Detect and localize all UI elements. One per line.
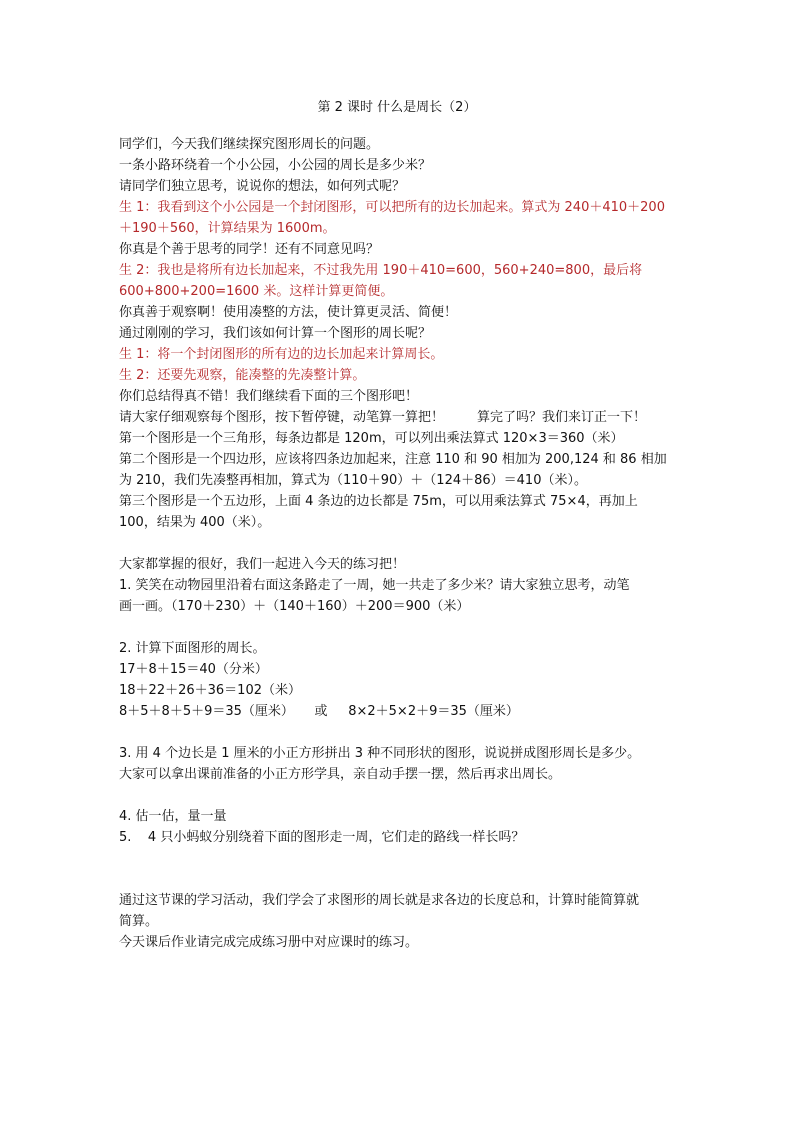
practice-question-1: 画一画。（170＋230）＋（140＋160）＋200＝900（米） — [119, 599, 470, 614]
summary-line: 第二个图形是一个四边形，应该将四条边加起来，注意 110 和 90 相加为 200,124 和 86 相加 — [119, 452, 667, 467]
student-1-response: ＋190＋560，计算结果为 1600m。 — [119, 221, 336, 236]
spacer — [119, 722, 681, 743]
intro-line: 同学们，今天我们继续探究图形周长的问题。 — [119, 137, 380, 152]
student-2-response: 生 2：我也是将所有边长加起来，不过我先用 190＋410=600，560+240=800，最后将 — [119, 263, 643, 278]
spacer — [119, 848, 681, 869]
teacher-comment: 你真善于观察啊！使用凑整的方法，使计算更灵活、简便！ — [119, 305, 458, 320]
practice-answer: 8＋5＋8＋5＋9＝35（厘米） 或 8×2＋5×2＋9＝35（厘米） — [119, 704, 519, 719]
student-1-response: 生 1：我看到这个小公园是一个封闭图形，可以把所有的边长加起来。算式为 240＋410＋200 — [119, 200, 665, 215]
summary-line: 100，结果为 400（米）。 — [119, 515, 271, 530]
lesson-body — [119, 134, 681, 953]
summary-line: 你们总结得真不错！我们继续看下面的三个图形吧！ — [119, 389, 419, 404]
practice-question-4: 4. 估一估，量一量 — [119, 809, 227, 824]
spacer — [119, 533, 681, 554]
summary-line: 第一个图形是一个三角形，每条边都是 120m，可以列出乘法算式 120×3＝360（米） — [119, 431, 624, 446]
intro-line: 一条小路环绕着一个小公园，小公园的周长是多少米？ — [119, 158, 432, 173]
closing-line: 通过这节课的学习活动，我们学会了求图形的周长就是求各边的长度总和，计算时能简算就 — [119, 893, 640, 908]
intro-line: 请同学们独立思考，说说你的想法，如何列式呢？ — [119, 179, 406, 194]
practice-question-3: 大家可以拿出课前准备的小正方形学具，亲自动手摆一摆，然后再求出周长。 — [119, 767, 562, 782]
practice-intro: 大家都掌握的很好，我们一起进入今天的练习把！ — [119, 557, 406, 572]
practice-question-5: 5. 4 只小蚂蚁分别绕着下面的图形走一周，它们走的路线一样长吗？ — [119, 830, 525, 845]
practice-answer: 18＋22＋26＋36＝102（米） — [119, 683, 301, 698]
practice-question-3: 3. 用 4 个边长是 1 厘米的小正方形拼出 3 种不同形状的图形，说说拼成图形周长是多少。 — [119, 746, 641, 761]
practice-question-2: 2. 计算下面图形的周长。 — [119, 641, 266, 656]
teacher-comment: 你真是个善于思考的同学！还有不同意见吗？ — [119, 242, 380, 257]
homework-note: 今天课后作业请完成完成练习册中对应课时的练习。 — [119, 935, 419, 950]
student-2-answer: 生 2：还要先观察，能凑整的先凑整计算。 — [119, 368, 366, 383]
spacer — [119, 869, 681, 890]
student-2-response: 600+800+200=1600 米。这样计算更简便。 — [119, 284, 394, 299]
closing-line: 简算。 — [119, 914, 159, 929]
practice-answer: 17＋8＋15＝40（分米） — [119, 662, 268, 677]
summary-line: 请大家仔细观察每个图形，按下暂停键，动笔算一算把！ 算完了吗？我们来订正一下！ — [119, 410, 647, 425]
summary-line: 第三个图形是一个五边形，上面 4 条边的边长都是 75m，可以用乘法算式 75×4，再加上 — [119, 494, 638, 509]
student-1-answer: 生 1：将一个封闭图形的所有边的边长加起来计算周长。 — [119, 347, 444, 362]
spacer — [119, 617, 681, 638]
page-title: 第 2 课时 什么是周长（2） — [317, 100, 477, 115]
summary-line: 为 210，我们先凑整再相加，算式为（110＋90）＋（124＋86）＝410（米）。 — [119, 473, 587, 488]
practice-question-1: 1. 笑笑在动物园里沿着右面这条路走了一周，她一共走了多少米？请大家独立思考，动笔 — [119, 578, 630, 593]
teacher-question: 通过刚刚的学习，我们该如何计算一个图形的周长呢？ — [119, 326, 432, 341]
spacer — [119, 785, 681, 806]
